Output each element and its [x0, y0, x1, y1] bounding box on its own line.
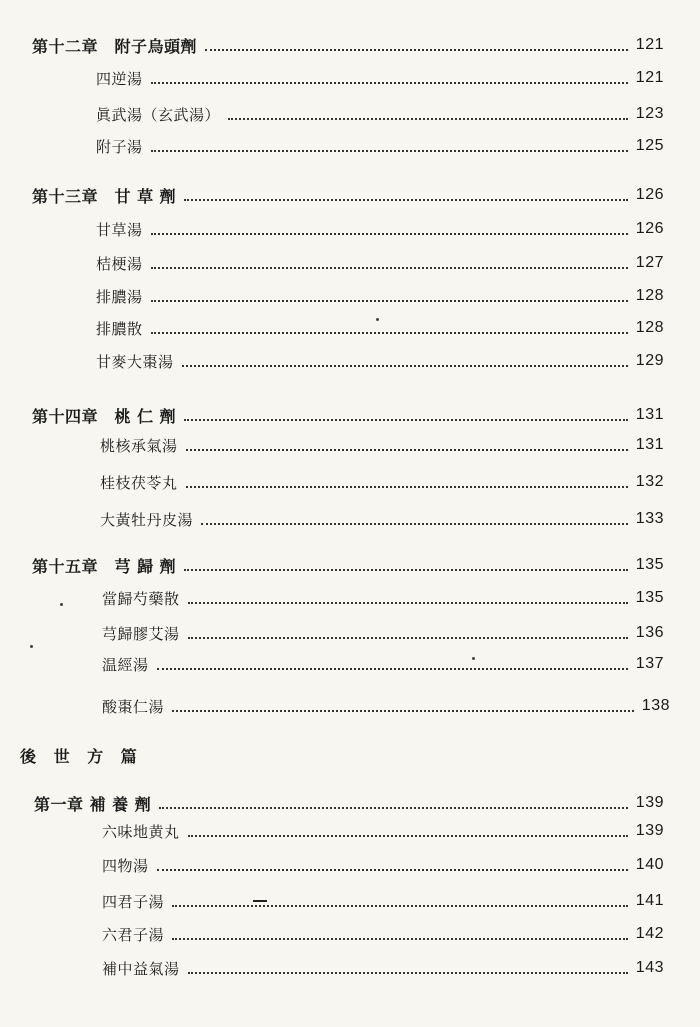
toc-page-number: 131 — [635, 436, 664, 453]
leader-dots — [184, 199, 628, 201]
toc-label: 排膿散 — [96, 319, 143, 338]
toc-page-number: 126 — [635, 220, 664, 237]
leader-dots — [228, 118, 628, 120]
toc-page-number: 135 — [635, 556, 664, 573]
toc-label: 眞武湯（玄武湯） — [96, 105, 221, 124]
toc-entry — [102, 694, 670, 718]
toc-page-number: 135 — [635, 589, 664, 606]
toc-label: 第十三章 甘 草 劑 — [32, 186, 177, 206]
toc-entry — [100, 470, 664, 494]
toc-entry — [96, 217, 664, 241]
leader-dots — [172, 905, 628, 907]
toc-chapter-15 — [32, 553, 664, 577]
toc-page-number: 121 — [635, 36, 664, 53]
toc-label: 第十二章 附子烏頭劑 — [32, 36, 198, 56]
toc-page-number: 125 — [635, 137, 664, 154]
toc-entry — [100, 433, 664, 457]
leader-dots — [151, 267, 628, 269]
toc-label: 第十五章 芎 歸 劑 — [32, 556, 177, 576]
scan-speck — [472, 657, 475, 660]
toc-entry — [96, 134, 664, 158]
toc-label: 温經湯 — [102, 655, 149, 674]
toc-label: 排膿湯 — [96, 287, 143, 306]
leader-dots — [157, 869, 628, 871]
leader-dots — [184, 419, 628, 421]
leader-dots — [186, 486, 628, 488]
toc-label: 六味地黄丸 — [102, 822, 180, 841]
toc-entry — [96, 349, 664, 373]
scan-speck — [60, 603, 63, 606]
toc-entry — [102, 819, 664, 843]
leader-dots — [186, 449, 628, 451]
leader-dots — [188, 835, 628, 837]
toc-page-number: 137 — [635, 655, 664, 672]
toc-label: 第十四章 桃 仁 劑 — [32, 406, 177, 426]
toc-page-number: 139 — [635, 822, 664, 839]
toc-page-number: 128 — [635, 319, 664, 336]
scan-speck — [376, 318, 379, 321]
toc-label: 六君子湯 — [102, 925, 165, 944]
toc-label: 桔梗湯 — [96, 254, 143, 273]
toc-entry — [102, 621, 664, 645]
leader-dots — [188, 602, 628, 604]
toc-entry — [102, 586, 664, 610]
toc-label: 甘草湯 — [96, 220, 143, 239]
toc-page-number: 129 — [635, 352, 664, 369]
leader-dots — [188, 637, 628, 639]
leader-dots — [172, 938, 628, 940]
toc-label: 第一章 補 養 劑 — [34, 794, 152, 814]
leader-dots — [201, 523, 628, 525]
leader-dots — [205, 49, 628, 51]
toc-page-number: 138 — [641, 697, 670, 714]
toc-page-number: 131 — [635, 406, 664, 423]
toc-page-number: 133 — [635, 510, 664, 527]
scan-speck — [30, 645, 33, 648]
toc-page-number: 141 — [635, 892, 664, 909]
leader-dots — [151, 300, 628, 302]
toc-page-number: 127 — [635, 254, 664, 271]
toc-page-number: 143 — [635, 959, 664, 976]
toc-page-number: 121 — [635, 69, 664, 86]
toc-chapter-12 — [32, 33, 664, 57]
toc-label: 桃核承氣湯 — [100, 436, 178, 455]
toc-chapter-1 — [34, 791, 664, 815]
toc-label: 四君子湯 — [102, 892, 165, 911]
toc-entry — [96, 316, 664, 340]
stray-dash-mark — [253, 900, 267, 902]
toc-page-number: 132 — [635, 473, 664, 490]
toc-page-number: 142 — [635, 925, 664, 942]
toc-label: 甘麥大棗湯 — [96, 352, 174, 371]
toc-entry — [102, 956, 664, 980]
leader-dots — [151, 150, 628, 152]
toc-label: 四物湯 — [102, 856, 149, 875]
toc-label: 補中益氣湯 — [102, 959, 180, 978]
toc-entry — [96, 102, 664, 126]
toc-label: 四逆湯 — [96, 69, 143, 88]
toc-label: 酸棗仁湯 — [102, 697, 165, 716]
leader-dots — [159, 807, 628, 809]
leader-dots — [151, 332, 628, 334]
toc-entry — [102, 889, 664, 913]
toc-page-number: 139 — [635, 794, 664, 811]
leader-dots — [184, 569, 628, 571]
leader-dots — [151, 82, 628, 84]
toc-entry — [96, 284, 664, 308]
toc-page-number: 123 — [635, 105, 664, 122]
toc-label: 桂枝茯苓丸 — [100, 473, 178, 492]
leader-dots — [172, 710, 634, 712]
toc-chapter-14 — [32, 403, 664, 427]
toc-page-number: 140 — [635, 856, 664, 873]
toc-label: 當歸芍藥散 — [102, 589, 180, 608]
leader-dots — [151, 233, 628, 235]
toc-page-number: 128 — [635, 287, 664, 304]
toc-entry — [102, 652, 664, 676]
toc-entry — [102, 853, 664, 877]
toc-entry — [96, 251, 664, 275]
leader-dots — [157, 668, 628, 670]
toc-entry — [96, 66, 664, 90]
toc-page-number: 126 — [635, 186, 664, 203]
toc-entry — [102, 922, 664, 946]
toc-page-number: 136 — [635, 624, 664, 641]
toc-chapter-13 — [32, 183, 664, 207]
section-title: 後 世 方 篇 — [20, 747, 143, 766]
leader-dots — [182, 365, 628, 367]
toc-entry — [100, 507, 664, 531]
toc-label: 大黃牡丹皮湯 — [100, 510, 194, 529]
toc-label: 芎歸膠艾湯 — [102, 624, 180, 643]
toc-label: 附子湯 — [96, 137, 143, 156]
leader-dots — [188, 972, 628, 974]
